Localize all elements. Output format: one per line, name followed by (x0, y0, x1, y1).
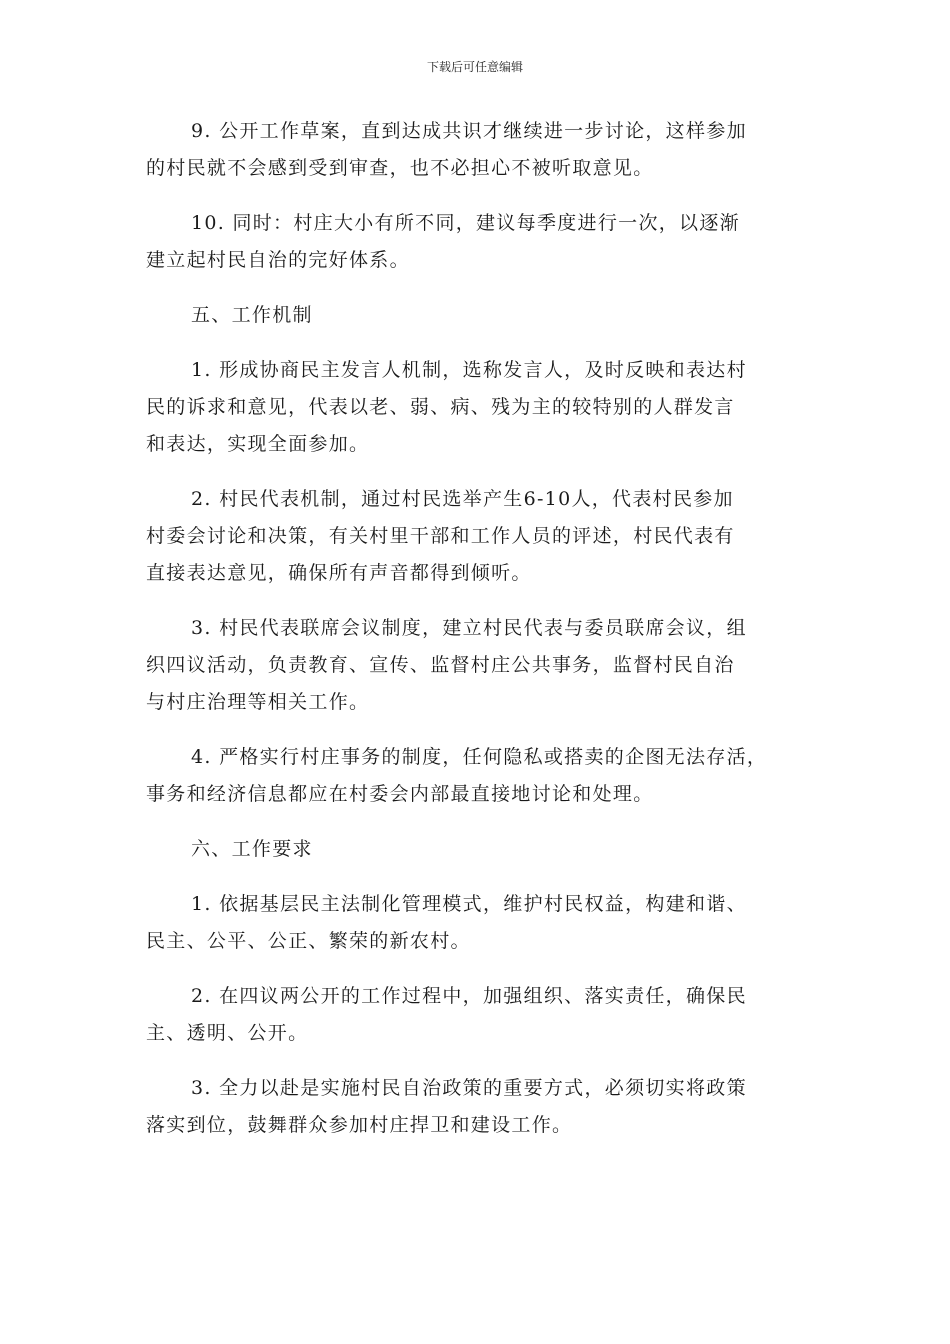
text-line: 织四议活动，负责教育、宣传、监督村庄公共事务，监督村民自治 (146, 654, 735, 676)
paragraph-mechanism-4 (146, 739, 818, 813)
text-line: 民的诉求和意见，代表以老、弱、病、残为主的较特别的人群发言 (146, 396, 735, 418)
paragraph-mechanism-1 (146, 352, 818, 463)
text-line: 事务和经济信息都应在村委会内部最直接地讨论和处理。 (146, 783, 654, 805)
document-body (146, 113, 818, 1162)
paragraph-requirement-1 (146, 886, 818, 960)
text-line: 10. 同时：村庄大小有所不同，建议每季度进行一次，以逐渐 (191, 212, 740, 234)
paragraph-item-10 (146, 205, 818, 279)
text-line: 的村民就不会感到受到审查，也不必担心不被听取意见。 (146, 157, 654, 179)
text-line: 直接表达意见，确保所有声音都得到倾听。 (146, 562, 532, 584)
page-header: 下载后可任意编辑 (426, 60, 523, 74)
text-line: 3. 村民代表联席会议制度，建立村民代表与委员联席会议，组 (191, 617, 747, 639)
text-line: 落实到位，鼓舞群众参加村庄捍卫和建设工作。 (146, 1114, 573, 1136)
paragraph-requirement-3 (146, 1070, 818, 1144)
text-line: 1. 形成协商民主发言人机制，选称发言人，及时反映和表达村 (191, 359, 747, 381)
text-line: 主、透明、公开。 (146, 1022, 309, 1044)
heading-text: 六、工作要求 (191, 838, 313, 860)
text-line: 3. 全力以赴是实施村民自治政策的重要方式，必须切实将政策 (191, 1077, 747, 1099)
text-line: 2. 村民代表机制，通过村民选举产生6-10人，代表村民参加 (191, 488, 734, 510)
paragraph-requirement-2 (146, 978, 818, 1052)
section-heading-6 (146, 831, 818, 868)
heading-text: 五、工作机制 (191, 304, 313, 326)
paragraph-mechanism-2 (146, 481, 818, 592)
paragraph-mechanism-3 (146, 610, 818, 721)
text-line: 9. 公开工作草案，直到达成共识才继续进一步讨论，这样参加 (191, 120, 747, 142)
text-line: 建立起村民自治的完好体系。 (146, 249, 410, 271)
text-line: 4. 严格实行村庄事务的制度，任何隐私或搭卖的企图无法存活， (191, 746, 768, 768)
text-line: 村委会讨论和决策，有关村里干部和工作人员的评述，村民代表有 (146, 525, 735, 547)
text-line: 2. 在四议两公开的工作过程中，加强组织、落实责任，确保民 (191, 985, 747, 1007)
section-heading-5 (146, 297, 818, 334)
text-line: 民主、公平、公正、繁荣的新农村。 (146, 930, 471, 952)
text-line: 和表达，实现全面参加。 (146, 433, 370, 455)
text-line: 1. 依据基层民主法制化管理模式，维护村民权益，构建和谐、 (191, 893, 747, 915)
paragraph-item-9 (146, 113, 818, 187)
text-line: 与村庄治理等相关工作。 (146, 691, 370, 713)
